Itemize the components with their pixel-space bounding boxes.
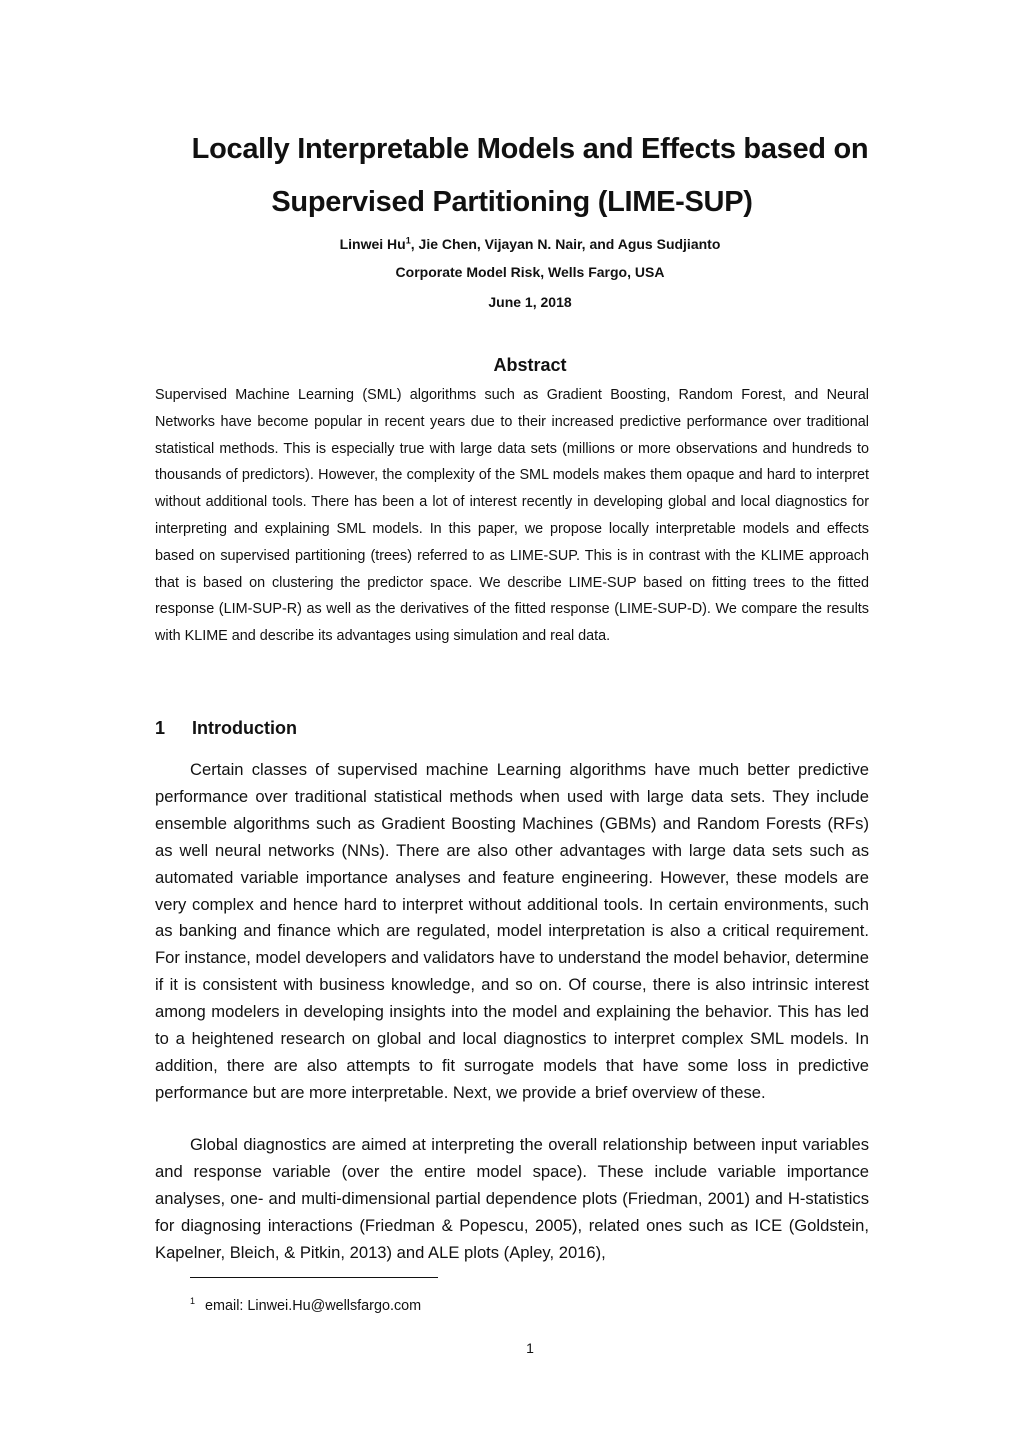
section-number: 1 xyxy=(155,718,166,738)
footnote-reference-marker: 1 xyxy=(405,235,411,246)
affiliation: Corporate Model Risk, Wells Fargo, USA xyxy=(395,264,665,280)
footnote-email: email: Linwei.Hu@wellsfargo.com xyxy=(205,1297,422,1314)
section-title: Introduction xyxy=(192,718,297,738)
abstract-heading: Abstract xyxy=(493,355,567,375)
abstract-text: Supervised Machine Learning (SML) algorithms such as Gradient Boosting, Random Forest, and Neural Networks have become popular in recent years due to their increased predictive performance over traditional statistical methods. This is especially true with large data sets (millions or more observations and hundreds to thousands of predictors). However, the complexity of the SML models makes them opaque and hard to interpret without additional tools. There has been a lot of interest recently in developing global and local diagnostics for interpreting and explaining SML models. In this paper, we propose locally interpretable models and effects based on supervised partitioning (trees) referred to as LIME-SUP. This is in contrast with the KLIME approach that is based on clustering the predictor space. We describe LIME-SUP based on fitting trees to the fitted response (LIM-SUP-R) as well as the derivatives of the fitted response (LIME-SUP-D). We compare the results with KLIME and describe its advantages using simulation and real data. xyxy=(155,387,869,645)
footnote-marker: 1 xyxy=(190,1296,196,1306)
footnote xyxy=(190,1296,421,1314)
page-number: 1 xyxy=(526,1340,534,1356)
author-list xyxy=(0,236,1024,252)
footnote-divider xyxy=(190,1277,438,1278)
section-heading-introduction xyxy=(155,718,297,739)
paper-title-line-1: Locally Interpretable Models and Effects based on xyxy=(191,133,869,165)
intro-paragraph-1: Certain classes of supervised machine Learning algorithms have much better predictive performance over traditional statistical methods when used with large data sets. They include ensemble algorithms such as Gradient Boosting Machines (GBMs) and Random Forests (RFs) as well neural networks (NNs). There are also other advantages with large data sets such as automated variable importance analyses and feature engineering. However, these models are very complex and hence hard to interpret without additional tools. In certain environments, such as banking and finance which are regulated, model interpretation is also a critical requirement. For instance, model developers and validators have to understand the model behavior, determine if it is consistent with business knowledge, and so on. Of course, there is also intrinsic interest among modelers in developing insights into the model and explaining the behavior. This has led to a heightened research on global and local diagnostics to interpret complex SML models. In addition, there are also attempts to fit surrogate models that have some loss in predictive performance but are more interpretable. Next, we provide a brief overview of these. xyxy=(155,760,869,1102)
paper-title-line-2: Supervised Partitioning (LIME-SUP) xyxy=(271,186,753,218)
other-authors: , Jie Chen, Vijayan N. Nair, and Agus Sudjianto xyxy=(410,236,721,252)
first-author: Linwei Hu xyxy=(339,236,406,252)
intro-paragraph-2: Global diagnostics are aimed at interpreting the overall relationship between input variables and response variable (over the entire model space). These include variable importance analyses, one- and multi-dimensional partial dependence plots (Friedman, 2001) and H-statistics for diagnosing interactions (Friedman & Popescu, 2005), related ones such as ICE (Goldstein, Kapelner, Bleich, & Pitkin, 2013) and ALE plots (Apley, 2016), xyxy=(155,1135,869,1262)
publication-date: June 1, 2018 xyxy=(488,294,572,310)
